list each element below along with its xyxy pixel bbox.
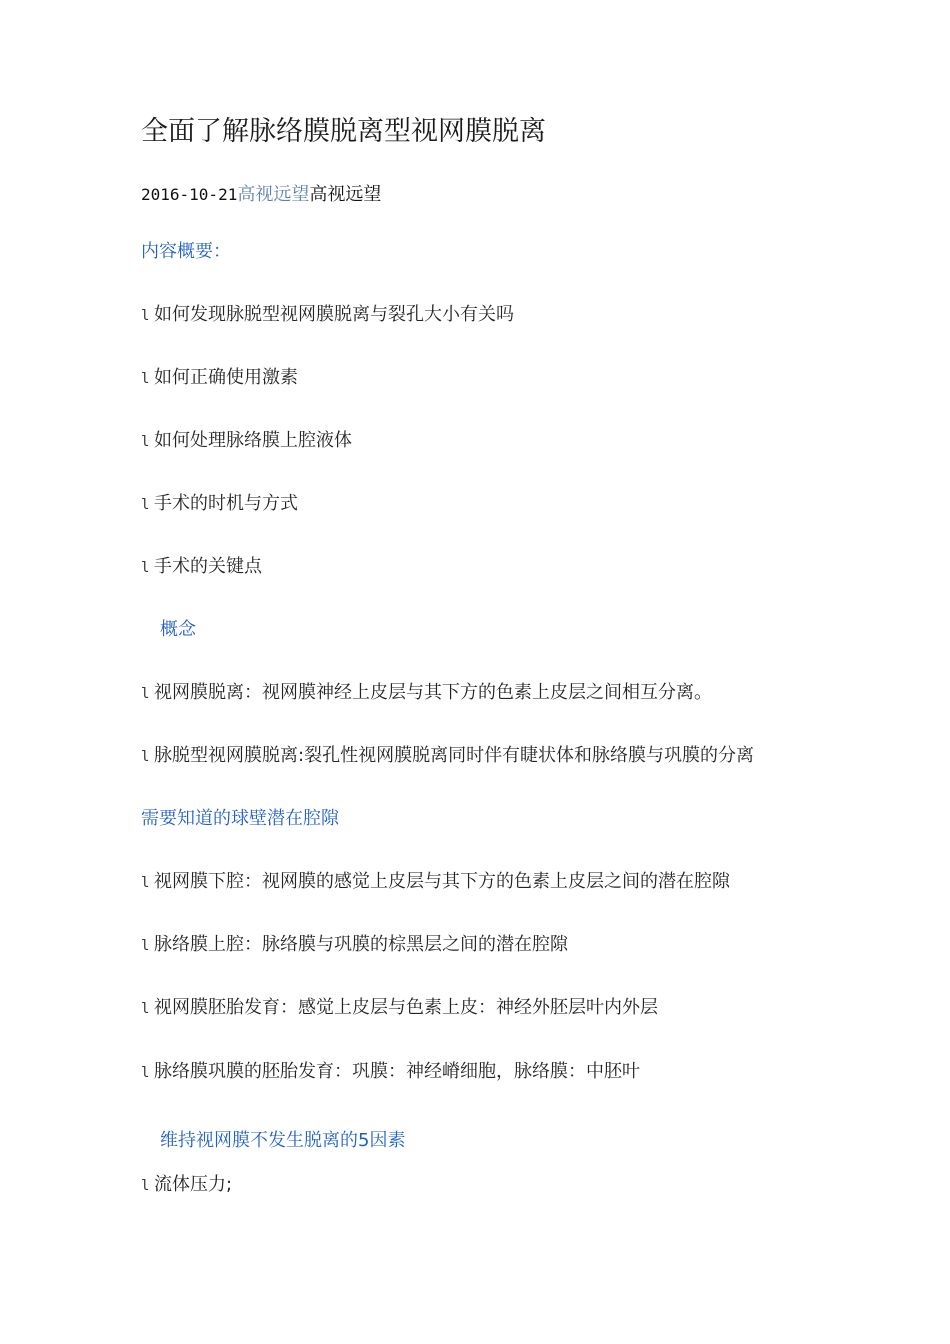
bullet-icon: l — [141, 749, 150, 765]
list-item: l 如何发现脉脱型视网膜脱离与裂孔大小有关吗 — [141, 303, 514, 328]
list-item: l 如何处理脉络膜上腔液体 — [141, 429, 352, 454]
source-name: 高视远望 — [309, 184, 382, 205]
source-link[interactable]: 高视远望 — [237, 184, 310, 205]
bullet-icon: l — [141, 1178, 150, 1194]
bullet-icon: l — [141, 686, 150, 702]
article-meta — [141, 183, 381, 207]
list-item: l 视网膜下腔：视网膜的感觉上皮层与其下方的色素上皮层之间的潜在腔隙 — [141, 870, 730, 895]
publish-date: 2016-10-21 — [141, 185, 238, 204]
article-title: 全面了解脉络膜脱离型视网膜脱离 — [141, 116, 546, 147]
bullet-icon: l — [141, 371, 150, 387]
bullet-icon: l — [141, 434, 150, 450]
list-item: l 手术的关键点 — [141, 555, 262, 580]
bullet-icon: l — [141, 308, 150, 324]
factors-heading: 维持视网膜不发生脱离的5因素 — [160, 1130, 406, 1151]
bullet-icon: l — [141, 497, 150, 513]
list-item: l 脉络膜巩膜的胚胎发育：巩膜：神经嵴细胞，脉络膜：中胚叶 — [141, 1060, 640, 1085]
list-item: l 如何正确使用激素 — [141, 366, 298, 391]
bullet-icon: l — [141, 875, 150, 891]
space-heading: 需要知道的球壁潜在腔隙 — [141, 808, 339, 829]
list-item: l 视网膜脱离：视网膜神经上皮层与其下方的色素上皮层之间相互分离。 — [141, 681, 712, 706]
overview-heading: 内容概要： — [141, 241, 231, 262]
bullet-icon: l — [141, 1001, 150, 1017]
bullet-icon: l — [141, 938, 150, 954]
list-item: l 流体压力; — [141, 1173, 232, 1198]
list-item: l 视网膜胚胎发育：感觉上皮层与色素上皮：神经外胚层叶内外层 — [141, 996, 658, 1021]
list-item: l 手术的时机与方式 — [141, 492, 298, 517]
bullet-icon: l — [141, 1065, 150, 1081]
list-item: l 脉脱型视网膜脱离:裂孔性视网膜脱离同时伴有睫状体和脉络膜与巩膜的分离 — [141, 744, 754, 769]
list-item: l 脉络膜上腔：脉络膜与巩膜的棕黑层之间的潜在腔隙 — [141, 933, 568, 958]
bullet-icon: l — [141, 560, 150, 576]
concept-heading: 概念 — [160, 619, 196, 640]
